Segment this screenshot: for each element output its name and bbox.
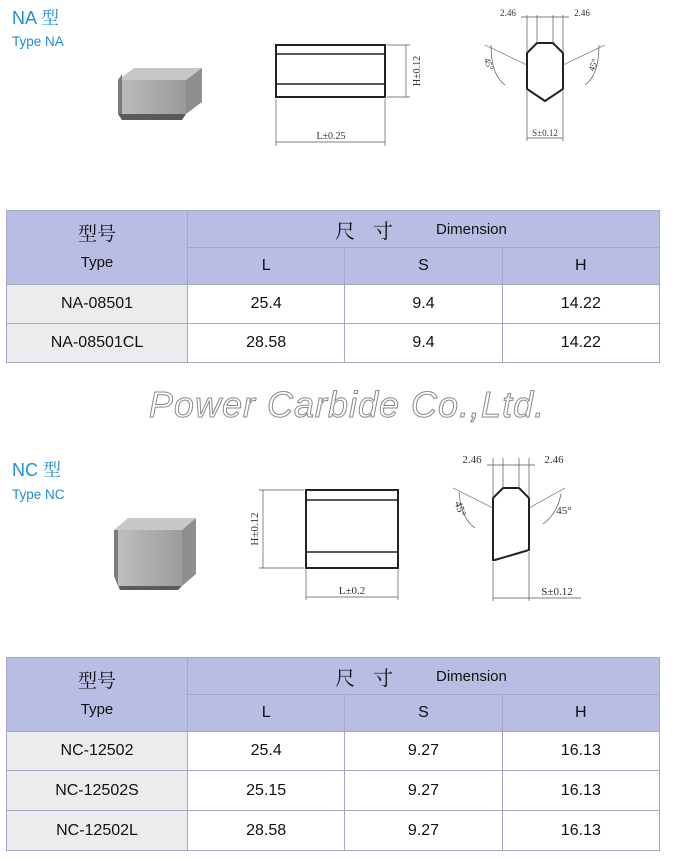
type-cell: NC-12502S bbox=[7, 771, 188, 811]
l-cell: 28.58 bbox=[188, 324, 345, 363]
table-row bbox=[7, 285, 660, 324]
table-row bbox=[7, 732, 660, 771]
nc-chamfer-left: 2.46 bbox=[462, 454, 482, 466]
type-cell: NA-08501 bbox=[7, 285, 188, 324]
na-side-view-drawing bbox=[260, 38, 430, 153]
column-header-s: S bbox=[345, 695, 502, 732]
s-cell: 9.27 bbox=[345, 732, 502, 771]
h-cell: 16.13 bbox=[502, 771, 659, 811]
h-cell: 16.13 bbox=[502, 732, 659, 771]
column-header-h: H bbox=[502, 248, 659, 285]
na-angle-right: 45° bbox=[586, 57, 601, 73]
s-cell: 9.27 bbox=[345, 771, 502, 811]
dimension-header-cn: 尺寸 bbox=[335, 668, 411, 690]
type-cell: NC-12502 bbox=[7, 732, 188, 771]
type-header-cell bbox=[7, 211, 188, 285]
dimension-header-en: Dimension bbox=[436, 668, 507, 685]
dimension-header-cn: 尺寸 bbox=[335, 221, 411, 243]
nc-width-tolerance: S±0.12 bbox=[541, 586, 573, 598]
column-header-l: L bbox=[188, 248, 345, 285]
s-cell: 9.4 bbox=[345, 324, 502, 363]
nc-dimension-table bbox=[6, 657, 660, 851]
l-cell: 28.58 bbox=[188, 811, 345, 851]
type-header-en: Type bbox=[80, 253, 114, 271]
na-height-tolerance: H±0.12 bbox=[412, 55, 423, 87]
nc-side-view-drawing bbox=[245, 482, 415, 602]
s-cell: 9.4 bbox=[345, 285, 502, 324]
na-length-tolerance: L±0.25 bbox=[316, 131, 346, 142]
na-section-subtitle: Type NA bbox=[12, 34, 64, 49]
na-width-tolerance: S±0.12 bbox=[532, 128, 558, 138]
nc-insert-3d-image bbox=[108, 512, 203, 592]
h-cell: 14.22 bbox=[502, 324, 659, 363]
dimension-header-cell bbox=[188, 211, 660, 248]
na-chamfer-right: 2.46 bbox=[574, 8, 590, 18]
nc-section-title: NC 型 bbox=[12, 460, 61, 480]
na-dimension-table bbox=[6, 210, 660, 363]
type-cell: NA-08501CL bbox=[7, 324, 188, 363]
table-row bbox=[7, 771, 660, 811]
table-row bbox=[7, 324, 660, 363]
type-header-cn: 型号 bbox=[77, 670, 116, 692]
table-row bbox=[7, 811, 660, 851]
nc-angle-right: 45° bbox=[556, 505, 572, 517]
s-cell: 9.27 bbox=[345, 811, 502, 851]
l-cell: 25.15 bbox=[188, 771, 345, 811]
h-cell: 16.13 bbox=[502, 811, 659, 851]
l-cell: 25.4 bbox=[188, 285, 345, 324]
dimension-header-en: Dimension bbox=[436, 221, 507, 238]
nc-end-view-drawing bbox=[445, 448, 605, 603]
na-angle-left: 45° bbox=[481, 56, 496, 72]
column-header-s: S bbox=[345, 248, 502, 285]
nc-length-tolerance: L±0.2 bbox=[338, 585, 366, 597]
type-cell: NC-12502L bbox=[7, 811, 188, 851]
h-cell: 14.22 bbox=[502, 285, 659, 324]
company-watermark: Power Carbide Co.,Ltd. bbox=[148, 384, 546, 425]
dimension-header-cell bbox=[188, 658, 660, 695]
l-cell: 25.4 bbox=[188, 732, 345, 771]
na-end-view-drawing bbox=[475, 5, 625, 145]
type-header-cell bbox=[7, 658, 188, 732]
column-header-l: L bbox=[188, 695, 345, 732]
nc-chamfer-right: 2.46 bbox=[544, 454, 564, 466]
nc-height-tolerance: H±0.12 bbox=[249, 512, 261, 546]
na-insert-3d-image bbox=[112, 62, 207, 124]
type-header-en: Type bbox=[80, 700, 114, 718]
na-chamfer-left: 2.46 bbox=[500, 8, 516, 18]
type-header-cn: 型号 bbox=[77, 223, 116, 245]
nc-angle-left: 45° bbox=[451, 499, 469, 519]
column-header-h: H bbox=[502, 695, 659, 732]
nc-section-subtitle: Type NC bbox=[12, 487, 65, 502]
na-section-title: NA 型 bbox=[12, 8, 60, 28]
